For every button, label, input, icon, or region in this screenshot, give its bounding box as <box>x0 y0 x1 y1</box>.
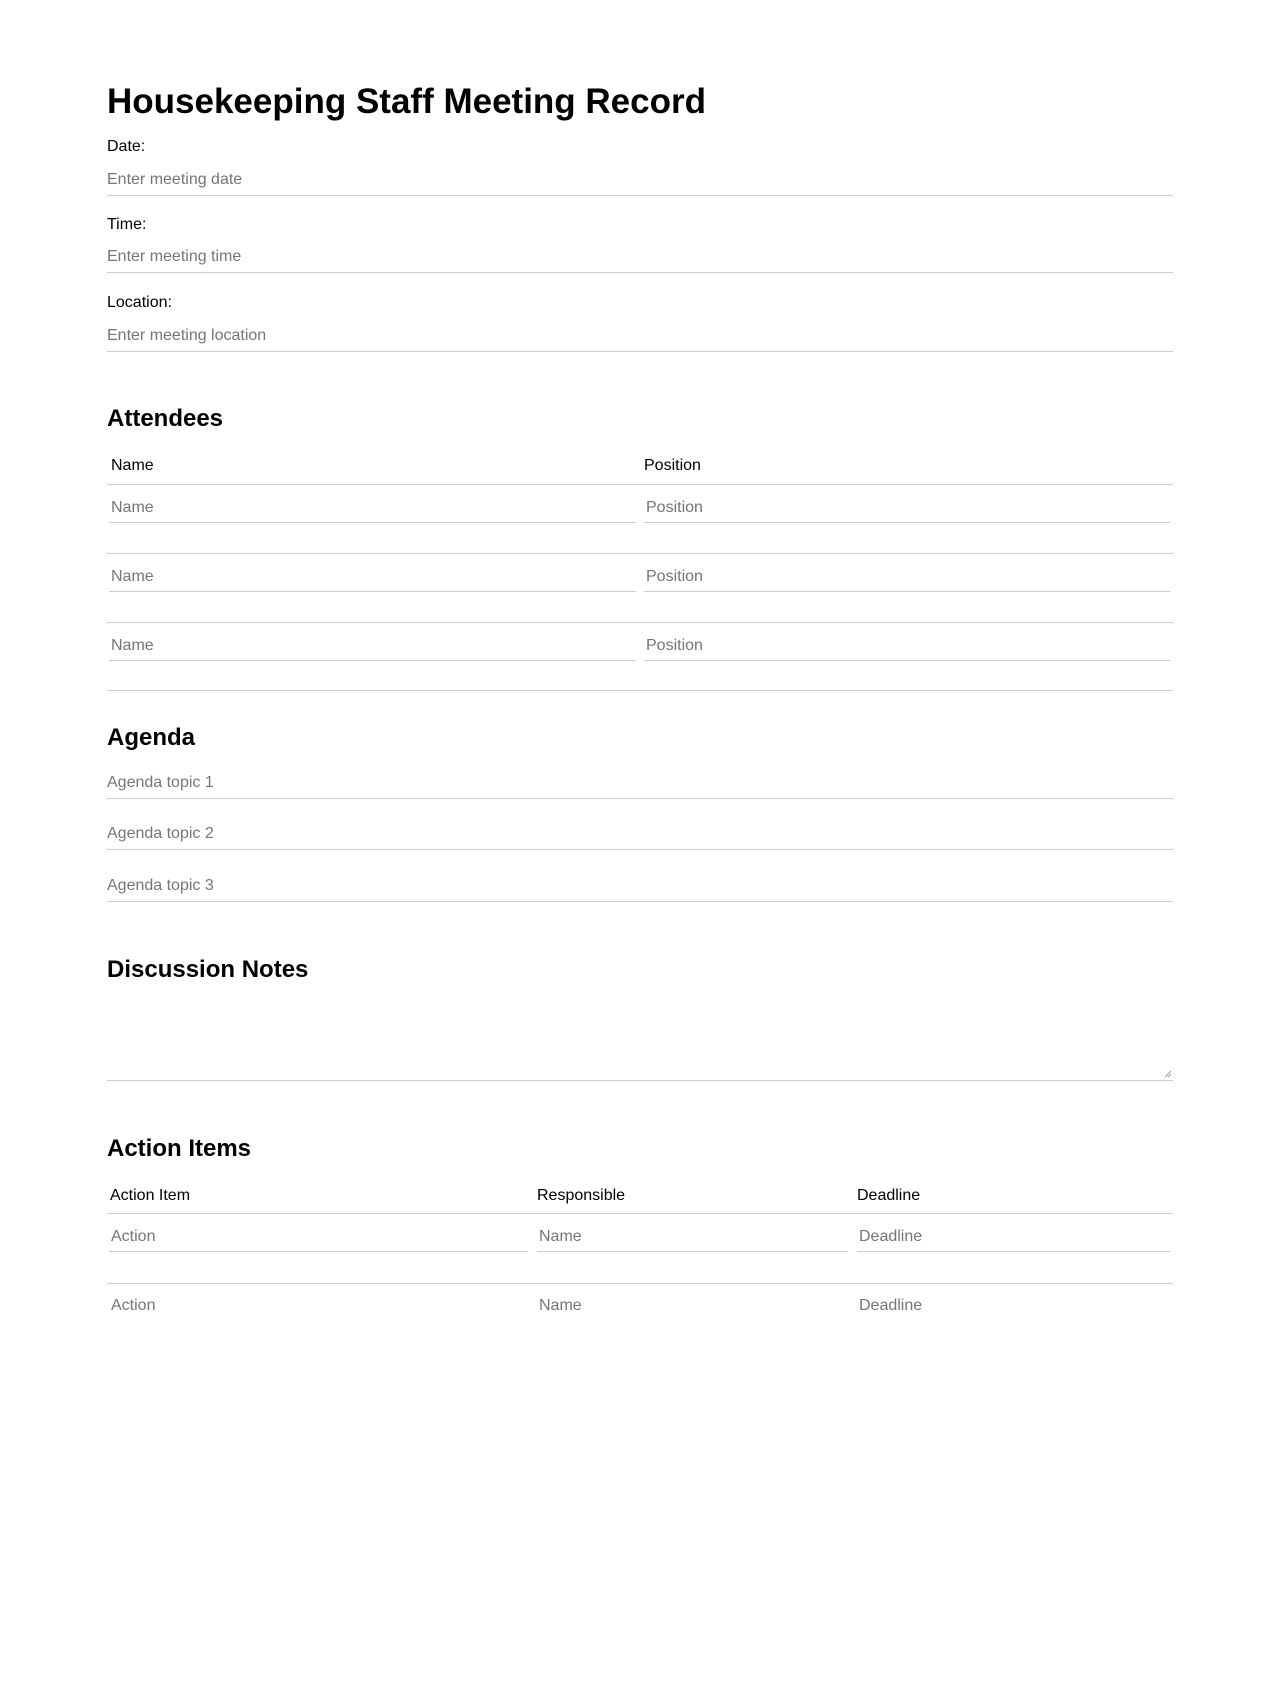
column-header-position: Position <box>644 457 701 474</box>
action-input[interactable]: Action <box>109 1222 528 1252</box>
responsible-input[interactable]: Name <box>537 1222 848 1252</box>
agenda-topic-input[interactable]: Agenda topic 2 <box>107 819 1173 850</box>
attendees-heading: Attendees <box>107 405 224 432</box>
divider <box>107 484 1173 485</box>
agenda-topic-input[interactable]: Agenda topic 3 <box>107 871 1173 902</box>
location-label: Location: <box>107 294 172 311</box>
responsible-input[interactable]: Name <box>539 1297 582 1314</box>
action-items-heading: Action Items <box>107 1135 252 1162</box>
attendee-position-input[interactable]: Position <box>644 493 1170 523</box>
divider <box>107 622 1173 623</box>
action-input[interactable]: Action <box>111 1297 156 1314</box>
time-label: Time: <box>107 216 147 233</box>
page-title: Housekeeping Staff Meeting Record <box>107 82 706 121</box>
agenda-heading: Agenda <box>107 724 196 751</box>
deadline-input[interactable]: Deadline <box>857 1222 1170 1252</box>
agenda-topic-input[interactable]: Agenda topic 1 <box>107 768 1173 799</box>
column-header-name: Name <box>111 457 154 474</box>
attendee-name-input[interactable]: Name <box>109 631 636 661</box>
attendee-position-input[interactable]: Position <box>644 631 1170 661</box>
divider <box>107 1283 1173 1284</box>
resize-handle-icon[interactable] <box>1164 1070 1172 1078</box>
discussion-notes-textarea[interactable] <box>107 1000 1173 1081</box>
deadline-input[interactable]: Deadline <box>859 1297 923 1314</box>
column-header-responsible: Responsible <box>537 1187 626 1204</box>
attendee-position-input[interactable]: Position <box>644 562 1170 592</box>
column-header-deadline: Deadline <box>857 1187 921 1204</box>
divider <box>107 553 1173 554</box>
attendee-name-input[interactable]: Name <box>109 493 636 523</box>
date-input[interactable]: Enter meeting date <box>107 165 1173 196</box>
location-input[interactable]: Enter meeting location <box>107 321 1173 352</box>
divider <box>107 1213 1173 1214</box>
time-input[interactable]: Enter meeting time <box>107 242 1173 273</box>
column-header-action-item: Action Item <box>110 1187 191 1204</box>
divider <box>107 690 1173 691</box>
discussion-heading: Discussion Notes <box>107 956 309 983</box>
date-label: Date: <box>107 138 146 155</box>
attendee-name-input[interactable]: Name <box>109 562 636 592</box>
